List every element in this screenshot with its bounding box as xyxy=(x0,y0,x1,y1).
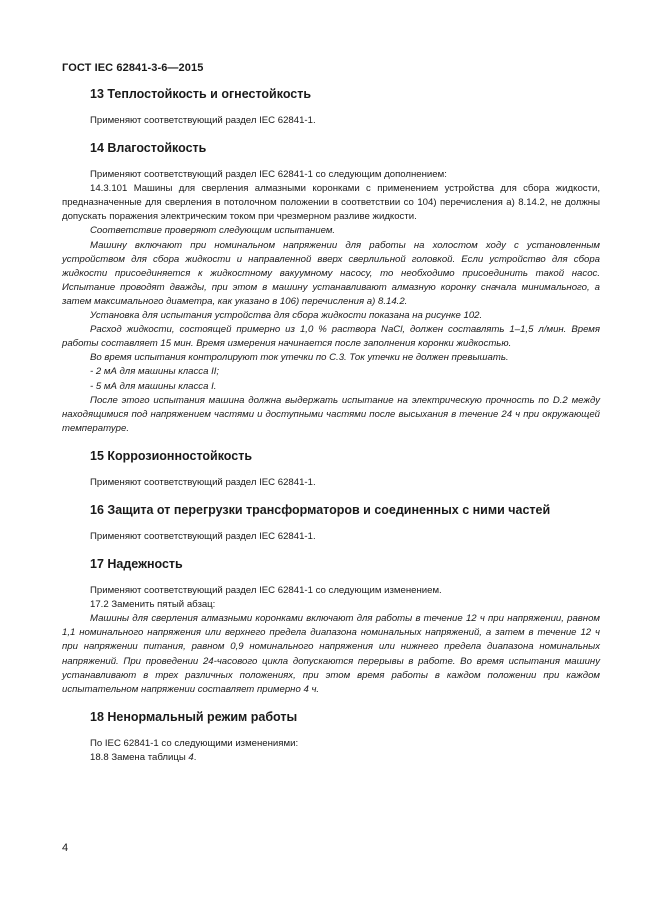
paragraph: Применяют соответствующий раздел IEC 62841-1 со следующим изменением. xyxy=(90,585,442,597)
paragraph: После этого испытания машина должна выдержать испытание на электрическую прочность по D.2 между находящимися под напряжением частями и доступными частями после высыхания в течение 24 ч при окружающей температуре. xyxy=(62,394,600,434)
section-17-title: 17 Надежность xyxy=(90,557,183,572)
paragraph-text: . xyxy=(193,751,197,763)
list-item: - 2 мА для машины класса II; xyxy=(90,366,220,378)
paragraph: По IEC 62841-1 со следующими изменениями: xyxy=(90,737,299,749)
section-18 xyxy=(62,709,600,765)
paragraph: Соответствие проверяют следующим испытанием. xyxy=(90,225,336,237)
paragraph: Машину включают при номинальном напряжении для работы на холостом ходу с установленным устройством для сбора жидкости и направленной вверх сверлильной головкой. Если устройство для сбора жидкости присоединяется к жидкостному вакуумному насосу, то необходимо присоединить такой насос. Испытание проводят дважды, при этом в машину устанавливают алмазную коронку сначала минимального, а затем максимального диаметра, как указано в 106) перечисления а) 8.14.2. xyxy=(62,239,600,307)
section-13 xyxy=(62,86,600,128)
section-16 xyxy=(62,502,600,544)
paragraph: 14.3.101 Машины для сверления алмазными коронками с применением устройства для сбора жидкости, предназначенные для сверления в потолочном положении в соответствии со 104) перечисления а) 8.14.2, не должны допускать поражения электрическим током при чрезмерном разливе жидкости. xyxy=(62,183,600,223)
section-13-title: 13 Теплостойкость и огнестойкость xyxy=(90,87,312,101)
paragraph: Применяют соответствующий раздел IEC 62841-1. xyxy=(90,530,316,542)
section-18-title: 18 Ненормальный режим работы xyxy=(90,709,298,724)
paragraph: Расход жидкости, состоящей примерно из 1,0 % раствора NaCl, должен составлять 1–1,5 л/мин. Время работы составляет 15 мин. Время измерения начинается после заполнения коронки жидкостью. xyxy=(62,324,600,350)
section-15-title: 15 Коррозионностойкость xyxy=(90,448,253,463)
paragraph xyxy=(62,751,600,765)
paragraph: Во время испытания контролируют ток утечки по С.3. Ток утечки не должен превышать. xyxy=(90,352,509,364)
list-item: - 5 мА для машины класса I. xyxy=(90,380,217,392)
paragraph: 17.2 Заменить пятый абзац: xyxy=(90,599,216,611)
paragraph: Применяют соответствующий раздел IEC 62841-1. xyxy=(90,476,316,488)
section-14 xyxy=(62,140,600,436)
document-header: ГОСТ IEC 62841-3-6—2015 xyxy=(62,62,204,74)
table-reference: 4 xyxy=(188,751,194,763)
section-15 xyxy=(62,448,600,490)
paragraph: Установка для испытания устройства для сбора жидкости показана на рисунке 102. xyxy=(90,310,483,322)
document-body xyxy=(62,86,600,765)
paragraph: Машины для сверления алмазными коронками включают для работы в течение 12 ч при напряжении, равном 1,1 номинального напряжения или верхнего предела диапазона номинальных напряжений, а затем в течение 12 ч при напряжении питания, равном 0,9 номинального напряжения или нижнего предела диапазона номинальных напряжений. При проведении 24-часового цикла допускаются перерывы в работе. Во время испытания машину устанавливают в трех различных положениях, при этом время работы в каждом положении при каждом испытательном напряжении составляет примерно 4 ч. xyxy=(62,613,600,695)
paragraph: Применяют соответствующий раздел IEC 62841-1. xyxy=(90,115,316,126)
paragraph: Применяют соответствующий раздел IEC 62841-1 со следующим дополнением: xyxy=(90,169,447,181)
section-16-title: 16 Защита от перегрузки трансформаторов и соединенных с ними частей xyxy=(90,502,551,517)
section-17 xyxy=(62,556,600,697)
section-14-title: 14 Влагостойкость xyxy=(90,141,207,156)
page-number: 4 xyxy=(62,842,69,854)
paragraph-text: 18.8 Замена таблицы xyxy=(90,751,189,763)
